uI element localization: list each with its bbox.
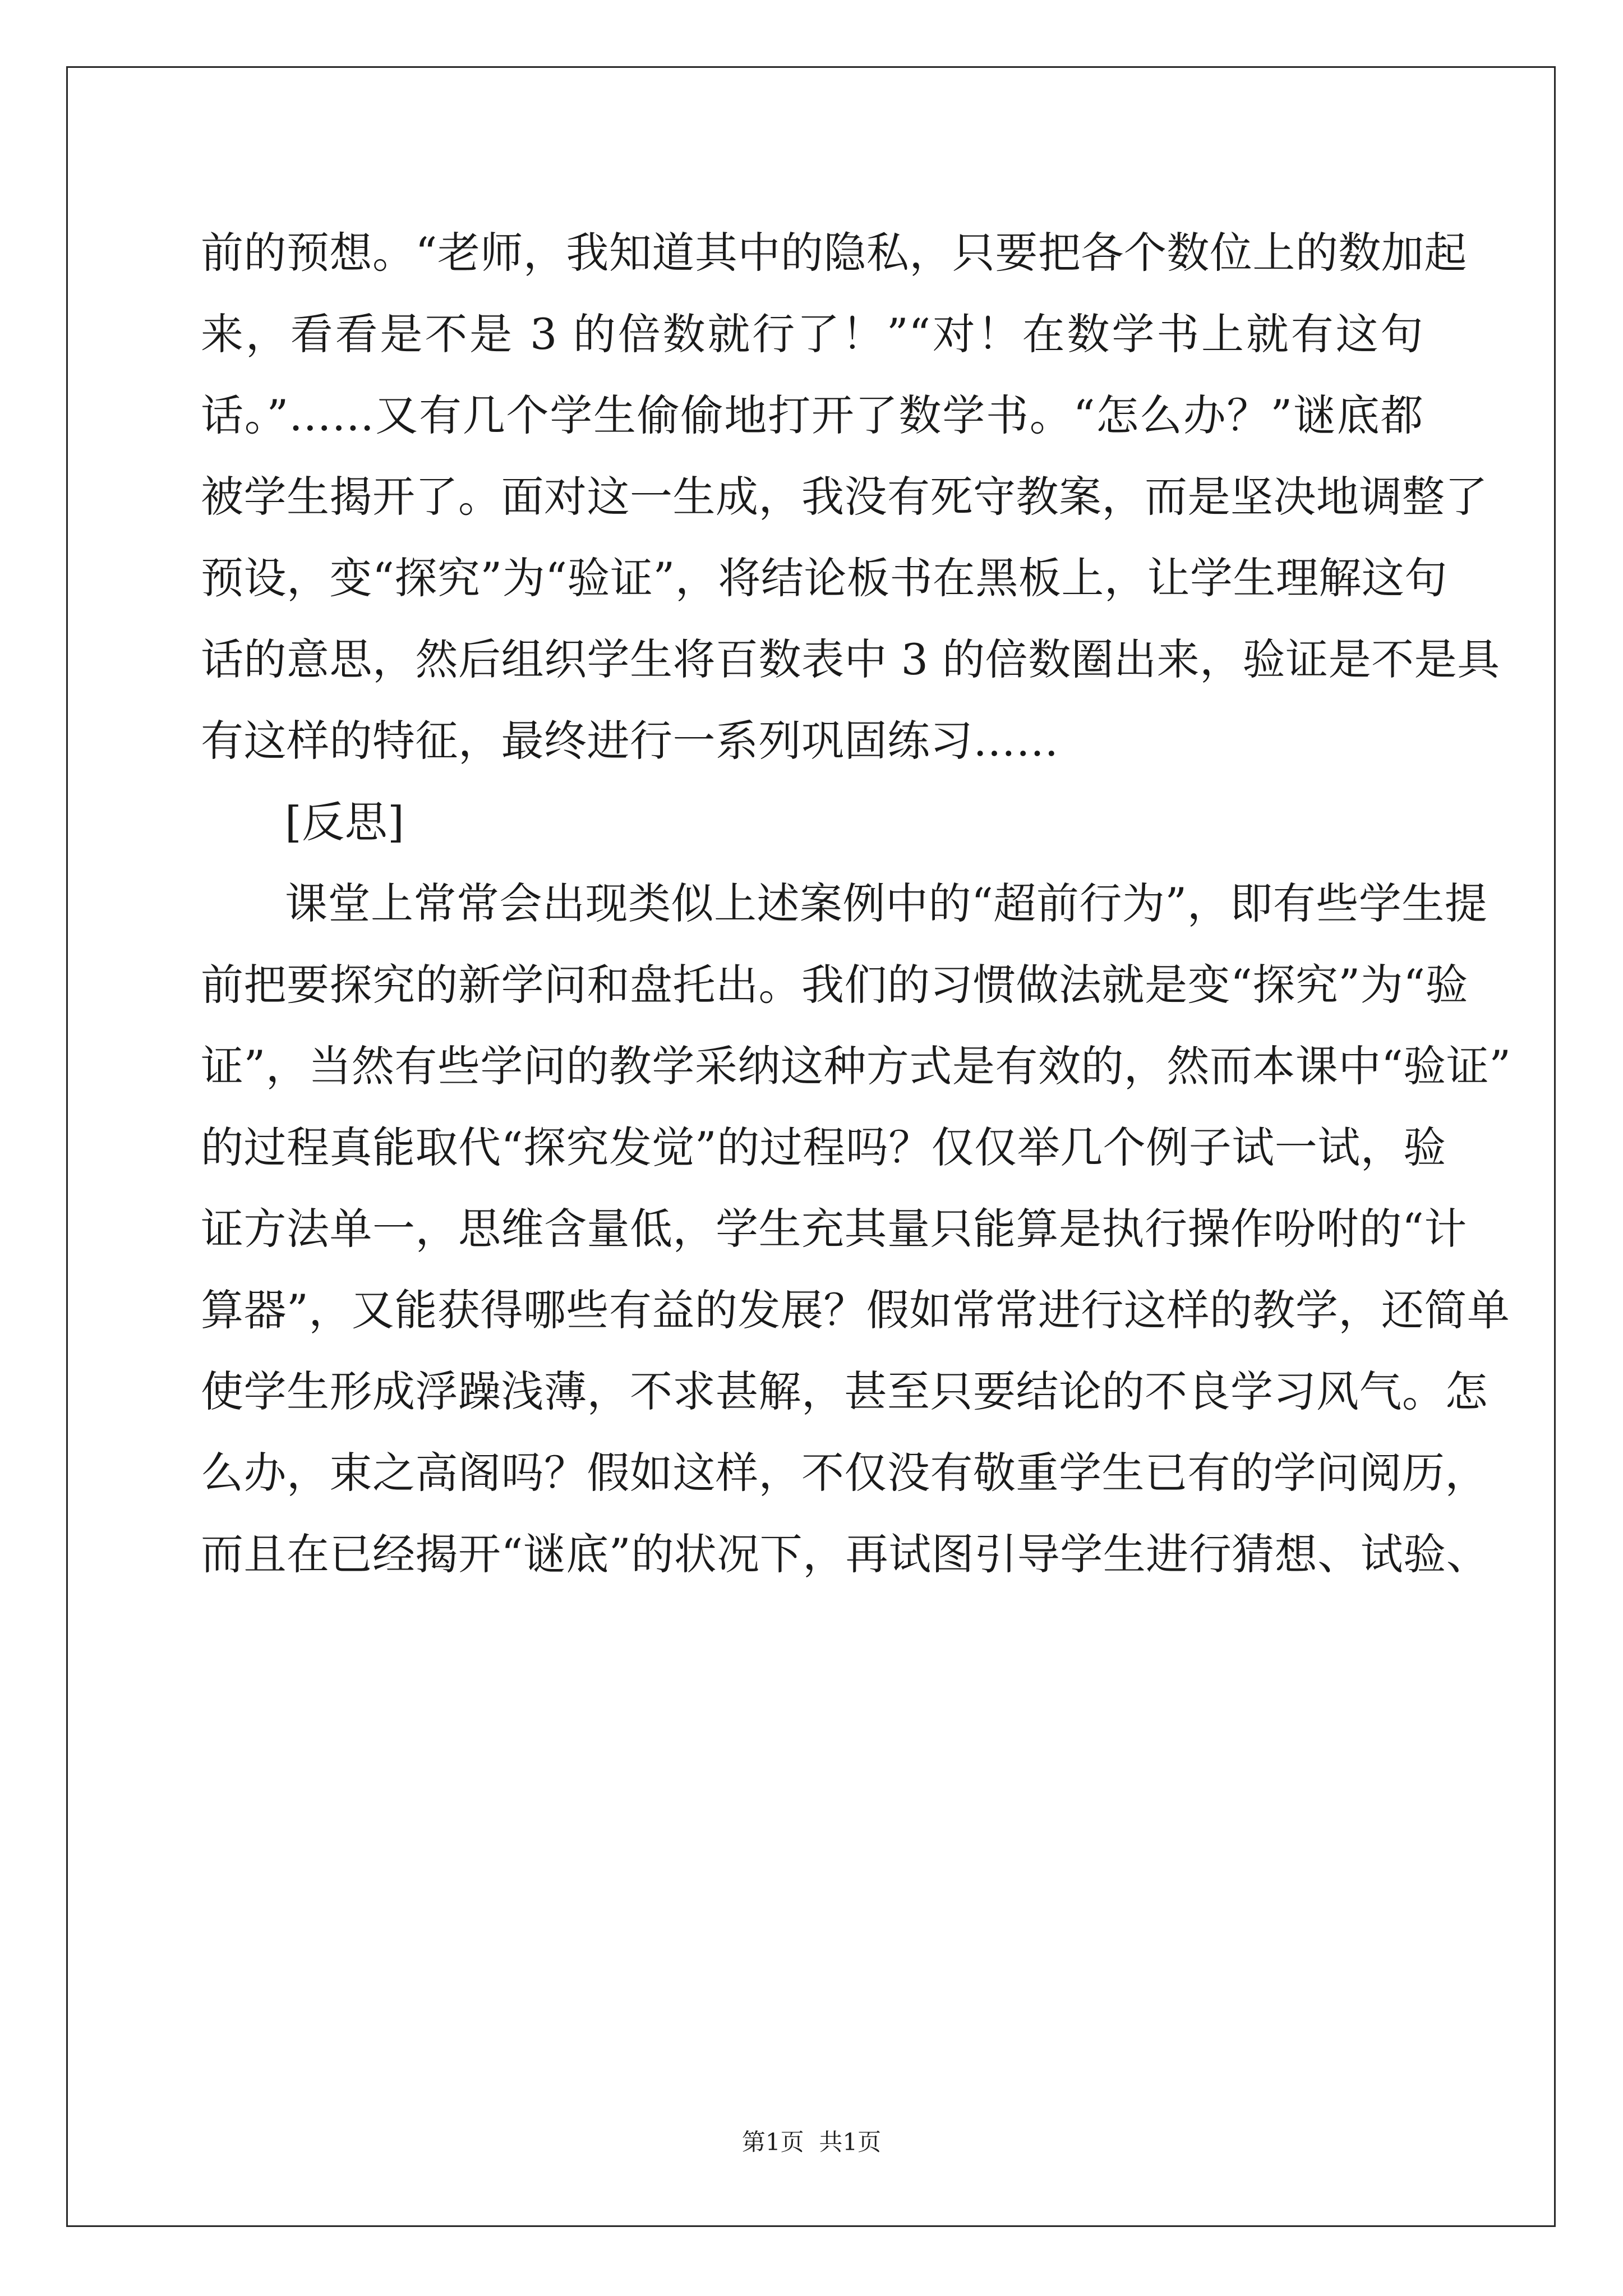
body-line-4: 被学生揭开了。面对这一生成，我没有死守教案，而是坚决地调整了 <box>201 472 1488 522</box>
body-line-15: 使学生形成浮躁浅薄，不求甚解，甚至只要结论的不良学习风气。怎 <box>201 1366 1488 1416</box>
body-line-5: 预设，变“探究”为“验证”，将结论板书在黑板上，让学生理解这句 <box>201 553 1447 603</box>
body-line-1: 前的预想。“老师，我知道其中的隐私，只要把各个数位上的数加起 <box>201 228 1467 278</box>
body-line-12: 的过程真能取代“探究发觉”的过程吗？仅仅举几个例子试一试，验 <box>201 1122 1446 1172</box>
body-line-6: 话的意思，然后组织学生将百数表中 3 的倍数圈出来，验证是不是具 <box>201 634 1500 684</box>
body-line-9: 课堂上常常会出现类似上述案例中的“超前行为”，即有些学生提 <box>285 878 1488 928</box>
page-footer: 第1页 共1页 <box>741 2128 882 2156</box>
body-line-3: 话。”……又有几个学生偷偷地打开了数学书。“怎么办？”谜底都 <box>201 390 1423 440</box>
body-line-11: 证”，当然有些学问的教学采纳这种方式是有效的，然而本课中“验证” <box>201 1041 1511 1091</box>
body-line-13: 证方法单一，思维含量低，学生充其量只能算是执行操作吩咐的“计 <box>201 1204 1467 1254</box>
body-line-7: 有这样的特征，最终进行一系列巩固练习…… <box>201 716 1059 766</box>
section-heading-reflection: [反思] <box>285 797 405 847</box>
body-line-14: 算器”，又能获得哪些有益的发展？假如常常进行这样的教学，还简单 <box>201 1285 1510 1335</box>
body-line-10: 前把要探究的新学问和盘托出。我们的习惯做法就是变“探究”为“验 <box>201 960 1469 1010</box>
body-line-2: 来，看看是不是 3 的倍数就行了！”“对！在数学书上就有这句 <box>201 309 1423 359</box>
body-line-16: 么办，束之高阁吗？假如这样，不仅没有敬重学生已有的学问阅历， <box>201 1448 1488 1498</box>
body-line-17: 而且在已经揭开“谜底”的状况下，再试图引导学生进行猜想、试验、 <box>201 1529 1490 1579</box>
